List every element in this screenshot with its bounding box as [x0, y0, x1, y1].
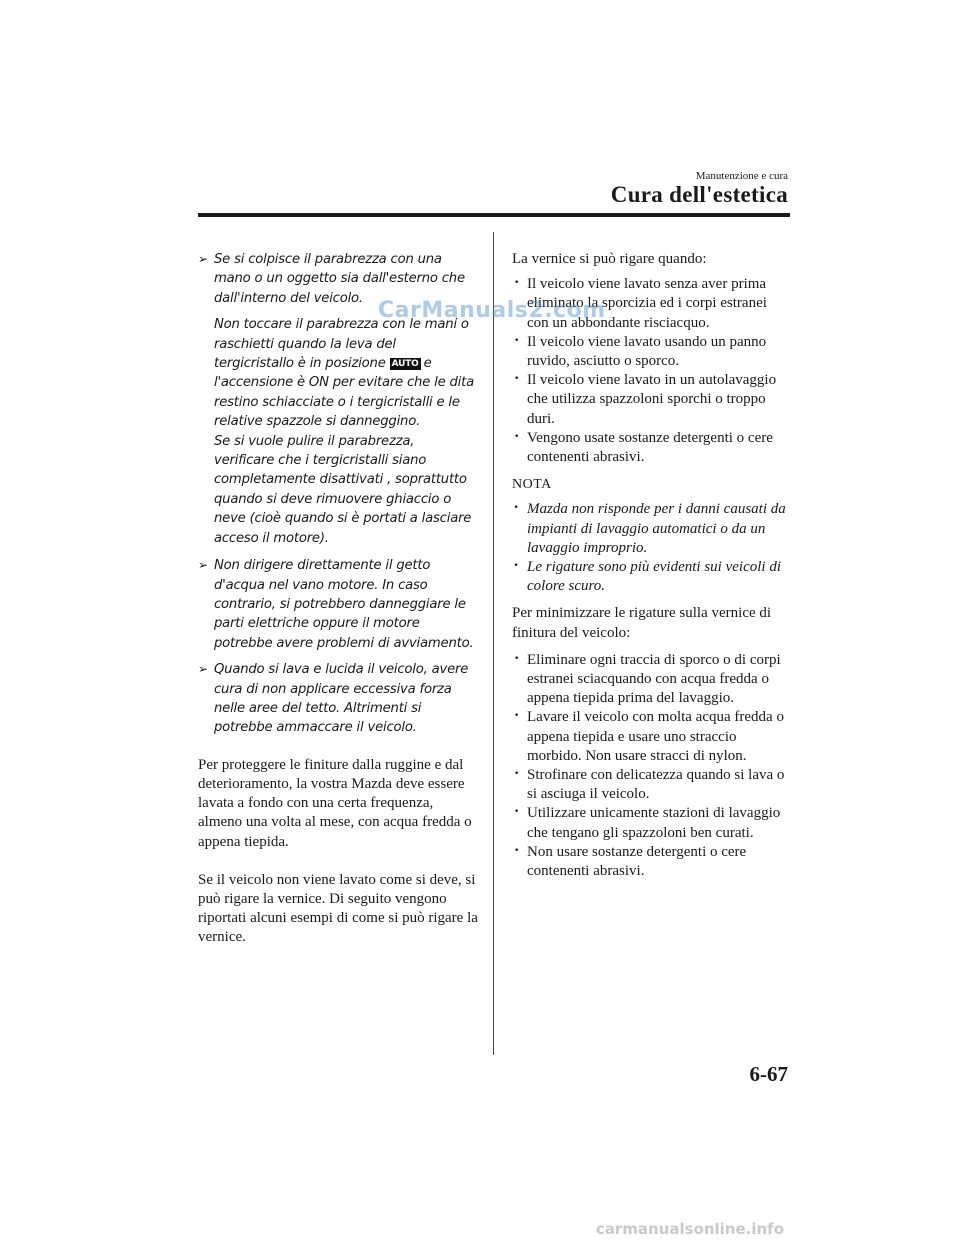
arrow-bullet-icon: ➢	[198, 662, 208, 677]
body-paragraph: Se il veicolo non viene lavato come si deve, si può rigare la vernice. Di seguito vengono riportati alcuni esempi di come si può rigare la vernice.	[198, 871, 478, 946]
auto-badge: AUTO	[391, 359, 419, 370]
watermark: CarManuals2.com	[378, 298, 606, 323]
tips-list	[512, 651, 788, 881]
warning-bullet: ➢ Quando si lava e lucida il veicolo, avere cura di non applicare eccessiva forza nelle aree del tetto. Altrimenti si potrebbe ammaccare il veicolo.	[198, 662, 469, 736]
body-paragraph: Per proteggere le finiture dalla ruggine e dal deterioramento, la vostra Mazda deve essere lavata a fondo con una certa frequenza, almeno una volta al mese, con acqua fredda o appena tiepida.	[198, 756, 472, 850]
list-item: · Mazda non risponde per i danni causati da impianti di lavaggio automatici o da un lavaggio improprio.	[512, 500, 788, 558]
list-item: · Utilizzare unicamente stazioni di lavaggio che tengano gli spazzoloni ben curati.	[512, 804, 788, 842]
list-item: · Strofinare con delicatezza quando si lava o si asciuga il veicolo.	[512, 766, 788, 804]
warning-paragraph: Non toccare il parabrezza con le mani o raschietti quando la leva del tergicristallo è in posizione AUTO e l'accensione è ON per evitare che le dita restino schiacciate o i tergicristalli e le relative spazzole si danneggino. Se si vuole pulire il parabrezza, verificare che i tergicristalli siano completamente disattivati , soprattutto quando si deve rimuovere ghiaccio o neve (cioè quando si è portati a lasciare acceso il motore).	[214, 317, 474, 546]
page-title: Cura dell'estetica	[610, 182, 788, 207]
list-item: · Vengono usate sostanze detergenti o cere contenenti abrasivi.	[512, 429, 788, 467]
note-list	[512, 500, 788, 596]
arrow-bullet-icon: ➢	[198, 558, 208, 573]
footer-site: carmanualsonline.info	[595, 1220, 784, 1238]
left-column	[198, 250, 478, 948]
list-item: · Eliminare ogni traccia di sporco o di corpi estranei sciacquando con acqua fredda o appena tiepida prima del lavaggio.	[512, 651, 788, 709]
list-item: · Lavare il veicolo con molta acqua fredda o appena tiepida e usare uno straccio morbido. Non usare stracci di nylon.	[512, 708, 788, 766]
list-item: · Il veicolo viene lavato senza aver prima eliminato la sporcizia ed i corpi estranei con un abbondante risciacquo.	[512, 275, 788, 333]
left-body	[198, 756, 478, 948]
list-item: · Il veicolo viene lavato in un autolavaggio che utilizza spazzoloni sporchi o troppo duri.	[512, 371, 788, 429]
list-item: · Il veicolo viene lavato usando un panno ruvido, asciutto o sporco.	[512, 333, 788, 371]
column-divider	[493, 232, 494, 1055]
warning-bullet: ➢ Non dirigere direttamente il getto d'acqua nel vano motore. In caso contrario, si potrebbero danneggiare le parti elettriche oppure il motore potrebbe avere problemi di avviamento.	[198, 558, 474, 651]
note-label: NOTA	[512, 477, 552, 493]
list-item: · Non usare sostanze detergenti o cere contenenti abrasivi.	[512, 843, 788, 881]
arrow-bullet-icon: ➢	[198, 252, 208, 266]
right-column	[512, 250, 788, 889]
header-rule	[198, 213, 790, 217]
page-number: 6-67	[749, 1062, 788, 1086]
list-item: · Le rigature sono più evidenti sui veicoli di colore scuro.	[512, 558, 788, 596]
list-intro: La vernice si può rigare quando:	[512, 251, 707, 267]
section-title: Manutenzione e cura	[695, 170, 788, 182]
warning-block	[198, 250, 478, 738]
list-intro: Per minimizzare le rigature sulla vernice di finitura del veicolo:	[512, 605, 772, 641]
warning-bullet: ➢ Se si colpisce il parabrezza con una mano o un oggetto sia dall'esterno che dall'interno del veicolo.	[198, 252, 465, 306]
